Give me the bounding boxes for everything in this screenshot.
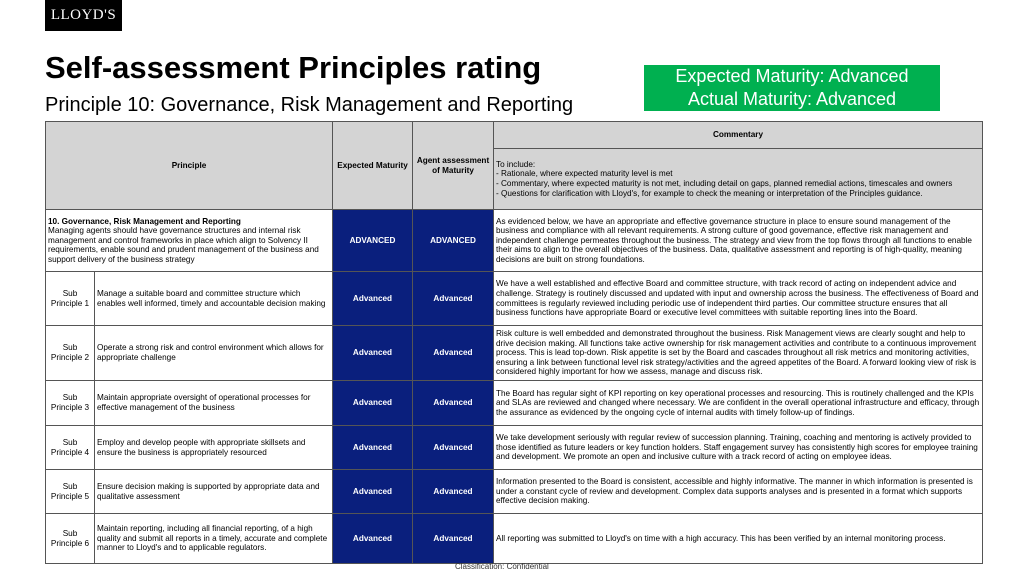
commentary-cell: As evidenced below, we have an appropriate and effective governance structure in place to ensure sound management of the business and compliance with all relevant requirements. A strong culture of good governance, effective risk management and independent challenge permeates throughout the business. The strategy and view from the top flows through all functions to enable their aims to align to the overall objectives of the business. Data, qualitative assessment and reporting is of high-quality, meaning decisions are built on strong foundations. <box>494 210 983 272</box>
guidance-line: - Commentary, where expected maturity is not met, including detail on gaps, planned remedial actions, timescales and owners <box>496 179 953 188</box>
header-expected-maturity: Expected Maturity <box>333 122 413 210</box>
expected-maturity-cell: Advanced <box>333 272 413 326</box>
page-subtitle: Principle 10: Governance, Risk Management and Reporting <box>45 94 574 116</box>
main-principle-heading: 10. Governance, Risk Management and Reporting <box>48 216 241 226</box>
expected-maturity-cell: ADVANCED <box>333 210 413 272</box>
expected-maturity-cell: Advanced <box>333 470 413 514</box>
sub-principle-label: Sub Principle 1 <box>46 272 95 326</box>
expected-maturity-cell: Advanced <box>333 426 413 470</box>
agent-maturity-cell: Advanced <box>413 426 494 470</box>
sub-principle-text: Employ and develop people with appropriate skillsets and ensure the business is appropriately resourced <box>95 426 333 470</box>
main-principle-text: Managing agents should have governance structures and internal risk management and control frameworks in place which align to Solvency II requirements, enable sound and prudent management of the business and support delivery of the business strategy <box>48 226 319 264</box>
table-row <box>46 272 983 326</box>
sub-principle-label: Sub Principle 5 <box>46 470 95 514</box>
sub-principle-text: Maintain appropriate oversight of operational processes for effective management of the business <box>95 381 333 426</box>
table-row <box>46 381 983 426</box>
agent-maturity-cell: Advanced <box>413 272 494 326</box>
header-commentary: Commentary <box>494 122 983 149</box>
guidance-line: - Questions for clarification with Lloyd's, for example to check the meaning or interpretation of the Principles guidance. <box>496 188 923 198</box>
lloyds-logo: LLOYD'S <box>45 0 122 31</box>
sub-principle-text: Ensure decision making is supported by appropriate data and qualitative assessment <box>95 470 333 514</box>
sub-principle-text: Manage a suitable board and committee structure which enables well informed, timely and accountable decision making <box>95 272 333 326</box>
commentary-guidance <box>494 149 983 210</box>
header-agent-assessment: Agent assessment of Maturity <box>413 122 494 210</box>
sub-principle-label: Sub Principle 2 <box>46 326 95 381</box>
commentary-cell: Risk culture is well embedded and demonstrated throughout the business. Risk Management views are clearly sought and help to drive decision making. All functions take active ownership for risk management activities and contribute to a continuous improvement process. This is lead top-down. Risk appetite is set by the Board and cascades throughout all risk metrics and monitoring activities, ensuring a link between functional level risk strategy/activities and the agreed appetites of the Board. A forward looking view of risk is considered highly important for how we assess, manage and discuss risk. <box>494 326 983 381</box>
sub-principle-label: Sub Principle 6 <box>46 514 95 564</box>
expected-maturity-cell: Advanced <box>333 514 413 564</box>
classification-footer: Classification: Confidential <box>455 562 549 571</box>
table-row <box>46 514 983 564</box>
sub-principle-text: Operate a strong risk and control environment which allows for appropriate challenge <box>95 326 333 381</box>
page-title: Self-assessment Principles rating <box>45 50 542 85</box>
expected-maturity-label: Expected Maturity: Advanced <box>675 66 909 86</box>
table-row <box>46 326 983 381</box>
agent-maturity-cell: Advanced <box>413 514 494 564</box>
commentary-cell: We take development seriously with regular review of succession planning. Training, coaching and mentoring is actively provided to those identified as future leaders or key function holders. Staff engagement survey has consistently high scores for employee training and development. We promote an open and inclusive culture with a track record of acting on employee ideas. <box>494 426 983 470</box>
sub-principle-label: Sub Principle 3 <box>46 381 95 426</box>
agent-maturity-cell: Advanced <box>413 470 494 514</box>
commentary-cell: Information presented to the Board is consistent, accessible and highly informative. The manner in which information is presented is under a constant cycle of review and development. Complex data supports analyses and is presented in a format which supports effective decision making. <box>494 470 983 514</box>
table-header-row <box>46 122 983 149</box>
expected-maturity-cell: Advanced <box>333 326 413 381</box>
actual-maturity-label: Actual Maturity: Advanced <box>687 89 897 109</box>
commentary-cell: The Board has regular sight of KPI reporting on key operational processes and resourcing. This is routinely challenged and the KPIs and SLAs are reviewed and changed where necessary. We are confident in the overall operational infrastructure and efficacy, through the assurance as evidenced by the ongoing cycle of internal audits with timely follow-up of findings. <box>494 381 983 426</box>
maturity-summary-box <box>644 65 940 111</box>
sub-principle-label: Sub Principle 4 <box>46 426 95 470</box>
commentary-cell: We have a well established and effective Board and committee structure, with track record of acting on independent advice and challenge. Strategy is routinely discussed and updated with input and ownership across the business. The effectiveness of Board and committees is regularly reviewed including periodic use of independent third parties. Our committee structure ensures that all business functions have appropriate Board or executive level committees with suitable reporting lines into the Board. <box>494 272 983 326</box>
agent-maturity-cell: Advanced <box>413 326 494 381</box>
table-row <box>46 426 983 470</box>
main-principle-row <box>46 210 983 272</box>
sub-principle-text: Maintain reporting, including all financial reporting, of a high quality and submit all reports in a timely, accurate and complete manner to Lloyd's and to applicable regulators. <box>95 514 333 564</box>
guidance-line: - Rationale, where expected maturity level is met <box>496 169 673 179</box>
principles-table <box>45 121 983 564</box>
main-principle-cell <box>46 210 333 272</box>
header-principle: Principle <box>46 122 333 210</box>
agent-maturity-cell: Advanced <box>413 381 494 426</box>
agent-maturity-cell: ADVANCED <box>413 210 494 272</box>
expected-maturity-cell: Advanced <box>333 381 413 426</box>
commentary-cell: All reporting was submitted to Lloyd's on time with a high accuracy. This has been verified by an internal monitoring process. <box>494 514 983 564</box>
guidance-line: To include: <box>496 159 536 169</box>
table-row <box>46 470 983 514</box>
